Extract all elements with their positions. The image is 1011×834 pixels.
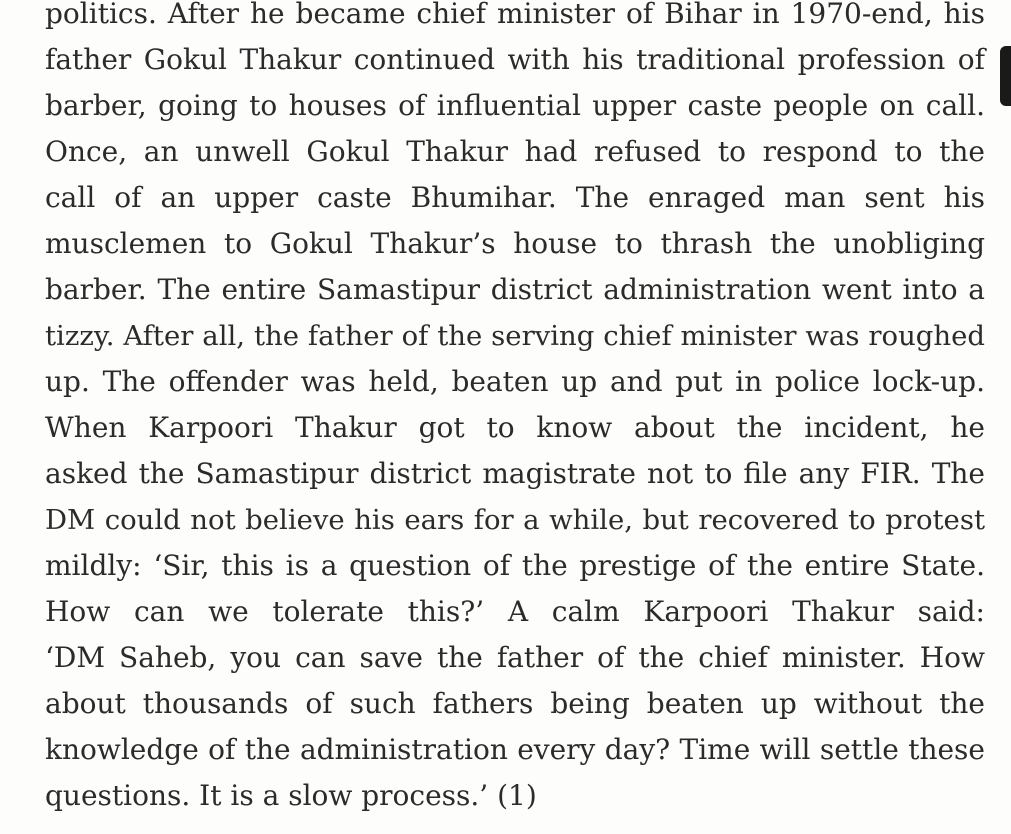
text-line-15: ‘DM Saheb, you can save the father of the chief minister. How xyxy=(45,641,985,674)
text-line-6: musclemen to Gokul Thakur’s house to thrash the unobliging xyxy=(45,227,985,260)
text-line-9: up. The offender was held, beaten up and put in police lock-up. xyxy=(45,365,985,398)
text-line-14: How can we tolerate this?’ A calm Karpoori Thakur said: xyxy=(45,595,985,628)
text-line-18: questions. It is a slow process.’ (1) xyxy=(45,779,537,812)
text-line-16: about thousands of such fathers being beaten up without the xyxy=(45,687,985,720)
text-line-1: politics. After he became chief minister of Bihar in 1970-end, his xyxy=(45,0,985,30)
text-line-2: father Gokul Thakur continued with his traditional profession of xyxy=(45,43,985,76)
text-line-7: barber. The entire Samastipur district administration went into a xyxy=(45,273,985,306)
text-line-3: barber, going to houses of influential upper caste people on call. xyxy=(45,89,985,122)
text-line-13: mildly: ‘Sir, this is a question of the prestige of the entire State. xyxy=(45,549,985,582)
scroll-indicator[interactable] xyxy=(1000,46,1011,106)
text-line-11: asked the Samastipur district magistrate not to file any FIR. The xyxy=(45,457,985,490)
text-line-17: knowledge of the administration every day? Time will settle these xyxy=(45,733,985,766)
text-line-10: When Karpoori Thakur got to know about the incident, he xyxy=(45,411,985,444)
text-line-12: DM could not believe his ears for a while, but recovered to protest xyxy=(45,504,985,536)
text-line-4: Once, an unwell Gokul Thakur had refused to respond to the xyxy=(45,135,985,168)
text-line-5: call of an upper caste Bhumihar. The enraged man sent his xyxy=(45,181,985,214)
body-text xyxy=(45,0,985,819)
text-line-8: tizzy. After all, the father of the serving chief minister was roughed xyxy=(45,320,985,352)
